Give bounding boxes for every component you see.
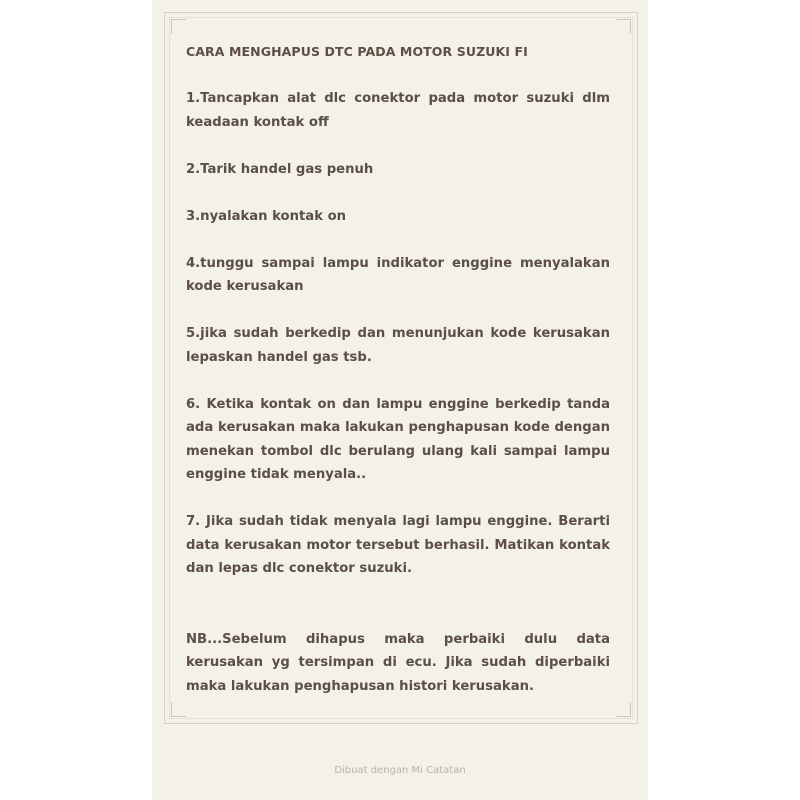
step-1: 1.Tancapkan alat dlc conektor pada motor suzuki dlm keadaan kontak off	[186, 91, 610, 130]
note-paper	[152, 0, 648, 800]
note-content	[186, 40, 610, 722]
step-6: 6. Ketika kontak on dan lampu enggine berkedip tanda ada kerusakan maka lakukan penghapusan kode dengan menekan tombol dlc berulang ulang kali sampai lampu enggine tidak menyala..	[186, 396, 610, 482]
step-7: 7. Jika sudah tidak menyala lagi lampu enggine. Berarti data kerusakan motor tersebut berhasil. Matikan kontak dan lepas dlc conektor suzuki.	[186, 514, 610, 576]
note-nb: NB...Sebelum dihapus maka perbaiki dulu data kerusakan yg tersimpan di ecu. Jika sudah diperbaiki maka lakukan penghapusan histori kerusakan.	[186, 631, 610, 694]
step-4: 4.tunggu sampai lampu indikator enggine menyalakan kode kerusakan	[186, 255, 610, 294]
corner-ornament	[171, 702, 186, 717]
app-footer: Dibuat dengan Mi Catatan	[334, 765, 466, 776]
corner-ornament	[171, 19, 186, 34]
corner-ornament	[616, 19, 631, 34]
step-5: 5.jika sudah berkedip dan menunjukan kode kerusakan lepaskan handel gas tsb.	[186, 326, 610, 365]
spacer	[186, 604, 610, 628]
step-3: 3.nyalakan kontak on	[186, 208, 347, 224]
corner-ornament	[616, 702, 631, 717]
step-2: 2.Tarik handel gas penuh	[186, 161, 374, 177]
note-title: CARA MENGHAPUS DTC PADA MOTOR SUZUKI FI	[186, 44, 528, 59]
